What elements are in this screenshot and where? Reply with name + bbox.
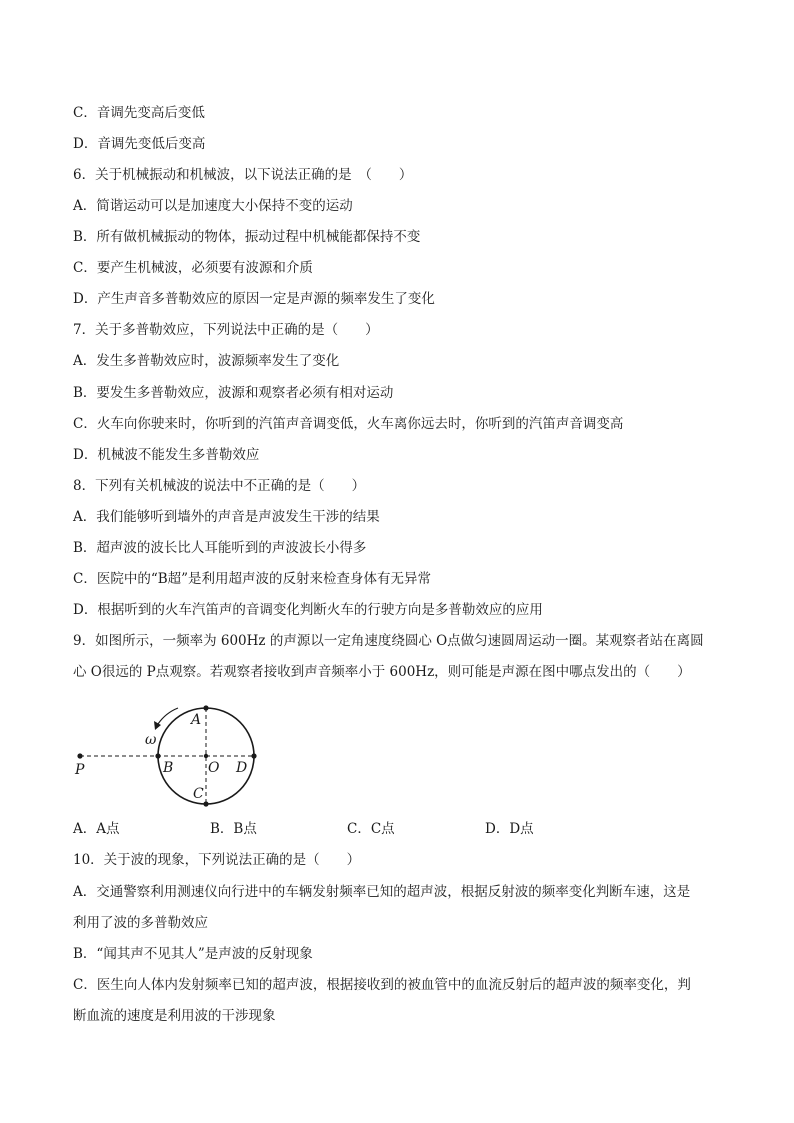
label-b: B [163, 760, 174, 776]
label-o: O [208, 760, 220, 776]
q5-option-d: D．音调先变低后变高 [73, 136, 206, 152]
q10-option-b: B．“闻其声不见其人”是声波的反射现象 [73, 946, 313, 962]
circular-motion-diagram [70, 690, 270, 810]
q6-option-d: D．产生声音多普勒效应的原因一定是声源的频率发生了变化 [73, 291, 435, 307]
q9-stem-line1: 9．如图所示，一频率为 600Hz 的声源以一定角速度绕圆心 O点做匀速圆周运动一圈。某观察者站在离圆 [73, 633, 704, 649]
q7-option-b: B．要发生多普勒效应，波源和观察者必须有相对运动 [73, 385, 394, 401]
point-c-dot [203, 801, 208, 806]
label-a: A [191, 712, 202, 728]
q9-option-b: B．B点 [210, 821, 257, 837]
q6-stem: 6．关于机械振动和机械波，以下说法正确的是 （ ） [73, 167, 413, 183]
rotation-arrowhead [154, 721, 161, 730]
q6-option-c: C．要产生机械波，必须要有波源和介质 [73, 260, 313, 276]
q10-stem: 10．关于波的现象，下列说法正确的是（ ） [73, 852, 361, 868]
point-b-dot [155, 753, 160, 758]
q5-option-c: C．音调先变高后变低 [73, 105, 205, 121]
q10-option-a-line2: 利用了波的多普勒效应 [73, 915, 208, 931]
center-o-dot [204, 754, 208, 758]
q6-option-a: A．简谐运动可以是加速度大小保持不变的运动 [73, 198, 353, 214]
label-p: P [75, 762, 85, 778]
point-d-dot [251, 753, 256, 758]
label-omega: ω [145, 732, 157, 748]
point-a-dot [203, 705, 208, 710]
q10-option-c-line2: 断血流的速度是利用波的干涉现象 [73, 1008, 276, 1024]
label-d: D [236, 760, 248, 776]
q8-option-d: D．根据听到的火车汽笛声的音调变化判断火车的行驶方向是多普勒效应的应用 [73, 602, 543, 618]
q8-option-c: C．医院中的“B超”是利用超声波的反射来检查身体有无异常 [73, 571, 432, 587]
q10-option-c-line1: C．医生向人体内发射频率已知的超声波，根据接收到的被血管中的血流反射后的超声波的频率变化，判 [73, 977, 691, 993]
q9-stem-line2: 心 O很远的 P点观察。若观察者接收到声音频率小于 600Hz，则可能是声源在图中哪点发出的（ ） [73, 664, 691, 680]
q7-option-a: A．发生多普勒效应时，波源频率发生了变化 [73, 353, 340, 369]
q7-option-d: D．机械波不能发生多普勒效应 [73, 447, 260, 463]
q8-option-a: A．我们能够听到墙外的声音是声波发生干涉的结果 [73, 509, 380, 525]
q10-option-a-line1: A．交通警察利用测速仪向行进中的车辆发射频率已知的超声波，根据反射波的频率变化判断车速，这是 [73, 884, 691, 900]
q8-option-b: B．超声波的波长比人耳能听到的声波波长小得多 [73, 540, 367, 556]
q7-option-c: C．火车向你驶来时，你听到的汽笛声音调变低，火车离你远去时，你听到的汽笛声音调变高 [73, 416, 624, 432]
label-c: C [193, 786, 204, 802]
rotation-arrow [158, 708, 178, 724]
q9-option-a: A．A点 [73, 821, 120, 837]
q9-option-d: D．D点 [485, 821, 534, 837]
q9-option-c: C．C点 [347, 821, 395, 837]
q7-stem: 7．关于多普勒效应，下列说法中正确的是（ ） [73, 322, 379, 338]
q8-stem: 8．下列有关机械波的说法中不正确的是（ ） [73, 478, 366, 494]
q6-option-b: B．所有做机械振动的物体，振动过程中机械能都保持不变 [73, 229, 421, 245]
point-p-dot [77, 753, 82, 758]
